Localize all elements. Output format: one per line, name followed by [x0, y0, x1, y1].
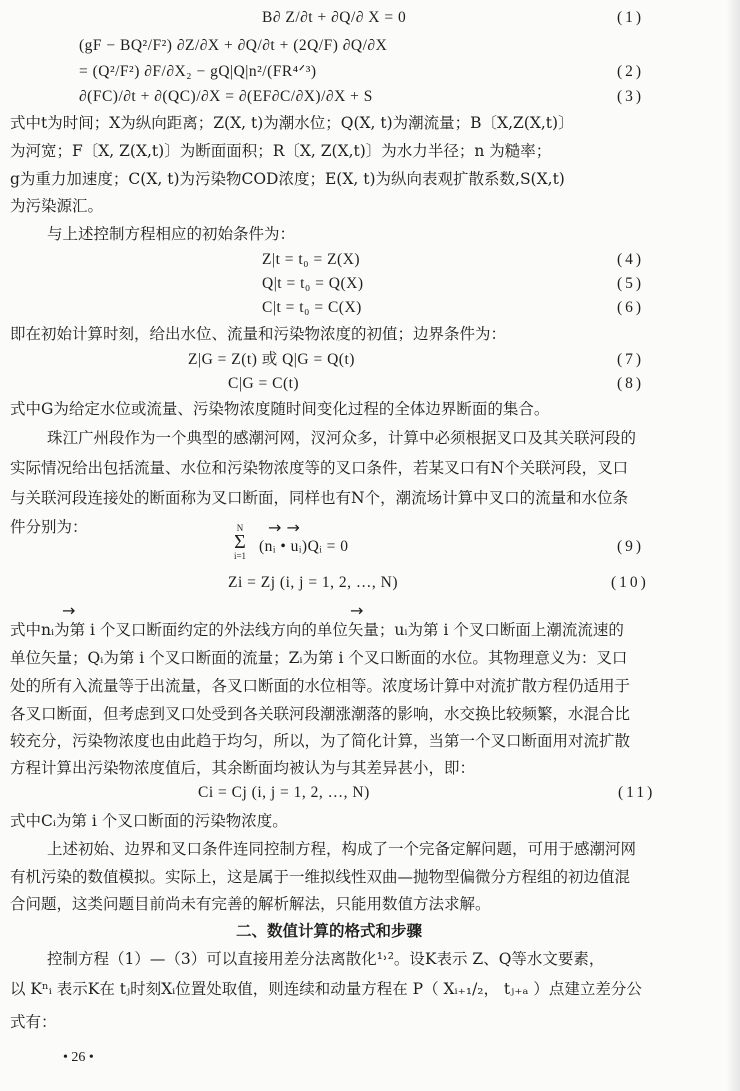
equation-number-8: (8): [617, 375, 645, 392]
equation-number-10: (10): [611, 574, 649, 591]
equation-3: ∂(FC)/∂t + ∂(QC)/∂X = ∂(EF∂C/∂X)/∂X + S: [79, 88, 373, 105]
paragraph-line: 式中nᵢ为第 i 个叉口断面约定的外法线方向的单位矢量；uᵢ为第 i 个叉口断面上潮流流速的: [10, 621, 624, 639]
page-edge-shadow: [726, 0, 740, 1091]
equation-4: Z|t = t₀ = Z(X): [262, 251, 361, 268]
paragraph-line: 实际情况给出包括流量、水位和污染物浓度等的叉口条件，若某叉口有N个关联河段，叉口: [10, 459, 629, 477]
equation-number-2: (2): [617, 63, 645, 80]
paragraph-line: 为污染源汇。: [10, 197, 104, 215]
equation-number-11: (11): [618, 784, 656, 801]
paragraph-line: 方程计算出污染物浓度值后，其余断面均被认为与其差异甚小，即：: [10, 759, 476, 777]
paragraph-line: 合问题，这类问题目前尚未有完善的解析解法，只能用数值方法求解。: [10, 895, 491, 913]
vector-arrows: → →: [268, 518, 300, 537]
paragraph-line: 式中Cᵢ为第 i 个叉口断面的污染物浓度。: [10, 812, 288, 830]
paragraph-line: 有机污染的数值模拟。实际上，这是属于一维拟线性双曲—抛物型偏微分方程组的初边值混: [10, 868, 631, 886]
equation-5: Q|t = t₀ = Q(X): [262, 275, 364, 292]
equation-8: C|G = C(t): [228, 375, 300, 392]
equation-6: C|t = t₀ = C(X): [262, 299, 362, 316]
equation-11: Ci = Cj (i, j = 1, 2, …, N): [198, 784, 370, 801]
equation-2-line-1: (gF − BQ²/F²) ∂Z/∂X + ∂Q/∂t + (2Q/F) ∂Q/∂X: [79, 37, 388, 54]
equation-number-9: (9): [617, 538, 645, 555]
paragraph-line: 各叉口断面，但考虑到叉口处受到各关联河段潮涨潮落的影响，水交换比较频繁，水混合比: [10, 705, 631, 723]
paragraph-line: 式中t为时间；X为纵向距离；Z(X, t)为潮水位；Q(X, t)为潮流量；B〔X,Z(X,t)〕: [10, 114, 574, 132]
paragraph-line: 上述初始、边界和叉口条件连同控制方程，构成了一个完备定解问题，可用于感潮河网: [47, 840, 637, 858]
equation-number-4: (4): [617, 251, 645, 268]
paragraph-line: 控制方程（1）—（3）可以直接用差分法离散化¹˒²。设K表示 Z、Q等水文要素，: [47, 950, 605, 968]
equation-number-3: (3): [617, 88, 645, 105]
equation-number-7: (7): [617, 351, 645, 368]
paragraph-line: g为重力加速度；C(X, t)为污染物COD浓度；E(X, t)为纵向表观扩散系数,S(X,t): [10, 170, 565, 188]
paragraph-line: 式中G为给定水位或流量、污染物浓度随时间变化过程的全体边界断面的集合。: [10, 400, 550, 418]
sum-lower-limit: i=1: [233, 551, 247, 561]
sum-upper-limit: N: [236, 523, 244, 533]
paragraph-line: 件分别为：: [10, 518, 88, 536]
equation-number-5: (5): [617, 275, 645, 292]
paragraph-line: 式有：: [10, 1013, 57, 1031]
paragraph-line: 与上述控制方程相应的初始条件为：: [47, 225, 296, 243]
page-number: • 26 •: [63, 1050, 94, 1065]
section-heading: 二、数值计算的格式和步骤: [236, 922, 423, 940]
vector-arrows: → →: [62, 601, 364, 620]
paragraph-line: 处的所有入流量等于出流量，各叉口断面的水位相等。浓度场计算中对流扩散方程仍适用于: [10, 677, 631, 695]
equation-1: B∂ Z/∂t + ∂Q/∂ X = 0: [262, 9, 407, 26]
paragraph-line: 较充分，污染物浓度也由此趋于均匀，所以，为了简化计算，当第一个叉口断面用对流扩散: [10, 732, 631, 750]
equation-2-line-2: = (Q²/F²) ∂F/∂X₂ − gQ|Q|n²/(FR⁴ᐟ³): [79, 63, 317, 80]
equation-7: Z|G = Z(t) 或 Q|G = Q(t): [188, 351, 355, 368]
paragraph-line: 单位矢量；Qᵢ为第 i 个叉口断面的流量；Zᵢ为第 i 个叉口断面的水位。其物理意义为：叉口: [10, 649, 628, 667]
paragraph-line: 以 Kⁿᵢ 表示K在 tⱼ时刻Xᵢ位置处取值，则连续和动量方程在 P（ Xᵢ₊₁/₂， tⱼ₊ₐ ）点建立差分公: [10, 980, 642, 998]
summation-symbol: [228, 524, 252, 561]
paragraph-line: 为河宽；F〔X, Z(X,t)〕为断面面积；R〔X, Z(X,t)〕为水力半径；n 为糙率；: [10, 142, 552, 160]
equation-number-1: (1): [617, 9, 645, 26]
sum-sign: Σ: [234, 531, 246, 553]
equation-9: (nᵢ • uᵢ)Qᵢ = 0: [259, 538, 349, 555]
paragraph-line: 与关联河段连接处的断面称为叉口断面，同样也有N个，潮流场计算中叉口的流量和水位条: [10, 489, 629, 507]
equation-number-6: (6): [617, 299, 645, 316]
equation-10: Zi = Zj (i, j = 1, 2, …, N): [228, 574, 399, 591]
paragraph-line: 珠江广州段作为一个典型的感潮河网，汊河众多，计算中必须根据叉口及其关联河段的: [47, 429, 637, 447]
paragraph-line: 即在初始计算时刻，给出水位、流量和污染物浓度的初值；边界条件为：: [10, 325, 507, 343]
